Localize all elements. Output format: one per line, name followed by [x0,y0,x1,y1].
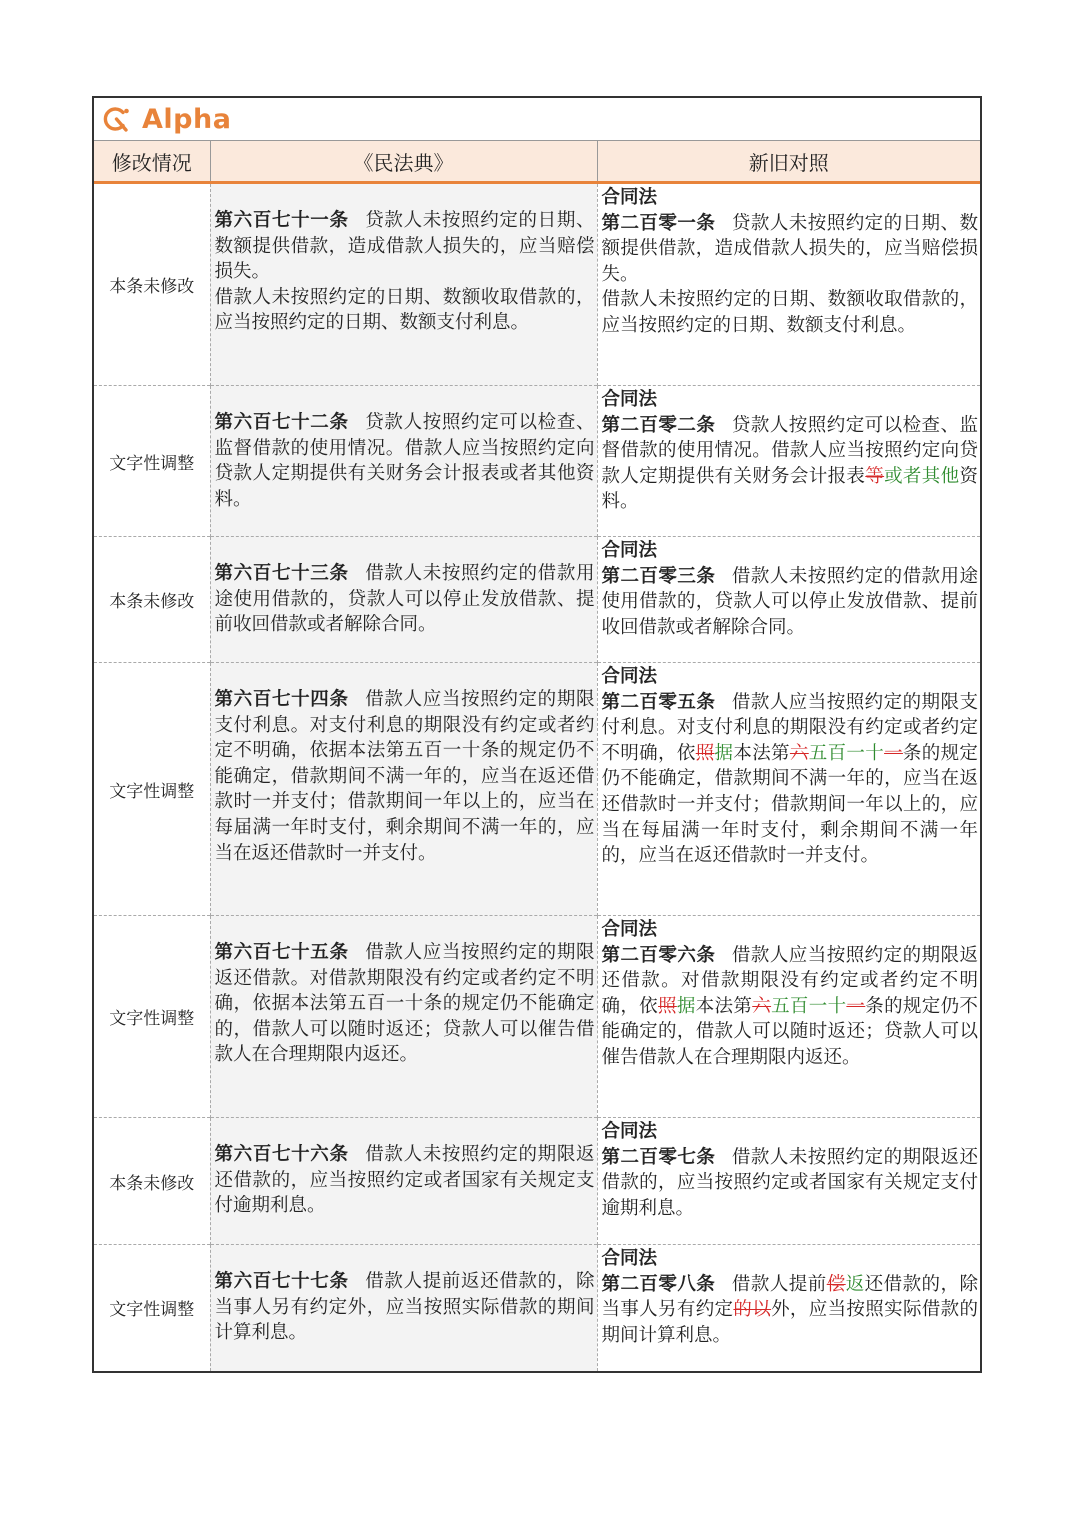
inserted-text: 五百一十 [808,742,885,764]
modification-status: 文字性调整 [94,1245,210,1371]
source-law-label: 合同法 [601,540,658,561]
contract-law-article [597,183,980,386]
brand-name: Alpha [142,103,232,135]
contract-law-article [597,386,980,537]
source-law-label: 合同法 [601,389,658,410]
civil-code-article [210,183,597,386]
civil-code-article [210,663,597,916]
contract-article-text: 借款人应当按照约定的期限返还借款。对借款期限没有约定或者约定不明确，依 [601,944,978,1017]
contract-article-text: 条的规定仍不能确定的，借款人可以随时返还；贷款人可以催告借款人在合理期限内返还。 [601,995,978,1068]
inserted-text: 五百一十 [771,995,847,1017]
contract-article-text: 本法第 [733,742,790,764]
contract-article-text: 条的规定仍不能确定，借款期间不满一年的，应当在返还借款时一并支付；借款期间一年以上的，应当在每届满一年时支付，剩余期间不满一年的，应当在返还借款时一并支付。 [601,742,978,867]
contract-article-text: 借款人未按照约定的借款用途使用借款的，贷款人可以停止发放借款、提前收回借款或者解除合同。 [601,565,978,638]
contract-law-article [597,537,980,663]
table-row [94,1118,980,1245]
civil-article-text: 借款人未按照约定的日期、数额收取借款的，应当按照约定的日期、数额支付利息。 [214,286,595,334]
brand-bar [94,98,980,141]
contract-article-number: 第二百零六条 [601,944,716,966]
deleted-text: 等 [865,465,885,487]
civil-article-text: 借款人未按照约定的期限返还借款的，应当按照约定或者国家有关规定支付逾期利息。 [214,1144,595,1217]
source-law-label: 合同法 [601,666,658,687]
table-header-row [94,141,980,183]
modification-status: 本条未修改 [94,1118,210,1245]
civil-article-number: 第六百七十四条 [214,689,349,710]
deleted-text: 照 [658,995,677,1017]
table-row [94,663,980,916]
modification-status: 文字性调整 [94,386,210,537]
contract-article-number: 第二百零三条 [601,565,716,587]
civil-code-article [210,1118,597,1245]
civil-article-text: 借款人未按照约定的借款用途使用借款的，贷款人可以停止发放借款、提前收回借款或者解除合同。 [214,563,595,636]
contract-article-text: 借款人未按照约定的日期、数额收取借款的，应当按照约定的日期、数额支付利息。 [601,289,978,336]
contract-article-text: 贷款人按照约定可以检查、监督借款的使用情况。借款人应当按照约定向贷款人定期提供有关财务会计报表 [601,414,978,487]
contract-article-text: 借款人应当按照约定的期限支付利息。对支付利息的期限没有约定或者约定不明确，依 [601,691,978,764]
comparison-column-header: 新旧对照 [597,141,980,183]
table-row [94,183,980,386]
law-comparison-table [94,141,980,1371]
contract-article-text: 资料。 [601,465,978,513]
source-law-label: 合同法 [601,187,658,208]
modification-status: 文字性调整 [94,663,210,916]
contract-article-number: 第二百零七条 [601,1146,716,1168]
modification-status: 文字性调整 [94,916,210,1118]
civil-article-text: 借款人提前返还借款的，除当事人另有约定外，应当按照实际借款的期间计算利息。 [214,1271,595,1344]
modification-status: 本条未修改 [94,537,210,663]
civil-article-number: 第六百七十一条 [214,210,349,231]
contract-article-text: 外，应当按照实际借款的期间计算利息。 [601,1299,978,1346]
civil-code-article [210,537,597,663]
alpha-logo-icon [102,105,130,133]
civil-article-number: 第六百七十七条 [214,1271,349,1292]
contract-article-text: 借款人未按照约定的期限返还借款的，应当按照约定或者国家有关规定支付逾期利息。 [601,1146,978,1219]
table-row [94,386,980,537]
civil-code-article [210,916,597,1118]
modification-status: 本条未修改 [94,183,210,386]
civil-code-column-header: 《民法典》 [210,141,597,183]
civil-code-article [210,1245,597,1371]
contract-law-article [597,1245,980,1371]
deleted-text: 一 [846,995,866,1017]
table-row [94,916,980,1118]
civil-article-number: 第六百七十三条 [214,563,349,584]
civil-article-number: 第六百七十二条 [214,412,349,433]
contract-law-article [597,663,980,916]
civil-article-number: 第六百七十六条 [214,1144,349,1165]
source-law-label: 合同法 [601,1248,658,1269]
deleted-text: 六 [752,995,772,1017]
contract-article-number: 第二百零二条 [601,414,716,436]
inserted-text: 据 [676,995,696,1017]
civil-article-text: 贷款人按照约定可以检查、监督借款的使用情况。借款人应当按照约定向贷款人定期提供有关财务会计报表或者其他资料。 [214,412,595,510]
source-law-label: 合同法 [601,1121,658,1142]
table-row [94,537,980,663]
civil-article-number: 第六百七十五条 [214,942,349,963]
civil-article-text: 贷款人未按照约定的日期、数额提供借款，造成借款人损失的，应当赔偿损失。 [214,210,595,283]
deleted-text: 照 [695,742,715,764]
comparison-table-frame [92,96,982,1373]
inserted-text: 返 [845,1273,865,1295]
table-row [94,1245,980,1371]
contract-article-number: 第二百零一条 [601,212,716,234]
deleted-text: 的以 [733,1299,772,1321]
inserted-text: 据 [714,742,734,764]
contract-article-number: 第二百零五条 [601,691,716,713]
status-column-header: 修改情况 [94,141,210,183]
contract-article-text: 贷款人未按照约定的日期、数额提供借款，造成借款人损失的，应当赔偿损失。 [601,212,978,285]
contract-article-text: 还借款的，除当事人另有约定 [601,1273,978,1321]
contract-article-text: 本法第 [695,995,753,1017]
deleted-text: 一 [884,742,903,764]
contract-law-article [597,916,980,1118]
deleted-text: 六 [789,742,809,764]
deleted-text: 偿 [826,1273,846,1295]
civil-article-text: 借款人应当按照约定的期限返还借款。对借款期限没有约定或者约定不明确，依据本法第五百一十条的规定仍不能确定的，借款人可以随时返还；贷款人可以催告借款人在合理期限内返还。 [214,942,595,1066]
civil-code-article [210,386,597,537]
source-law-label: 合同法 [601,919,658,940]
contract-article-text: 借款人提前 [731,1273,827,1295]
inserted-text: 或者其他 [884,465,960,487]
contract-law-article [597,1118,980,1245]
contract-article-number: 第二百零八条 [601,1273,716,1295]
civil-article-text: 借款人应当按照约定的期限支付利息。对支付利息的期限没有约定或者约定不明确，依据本法第五百一十条的规定仍不能确定，借款期间不满一年的，应当在返还借款时一并支付；借款期间一年以上的，应当在每届满一年时支付，剩余期间不满一年的，应当在返还借款时一并支付。 [214,689,595,864]
